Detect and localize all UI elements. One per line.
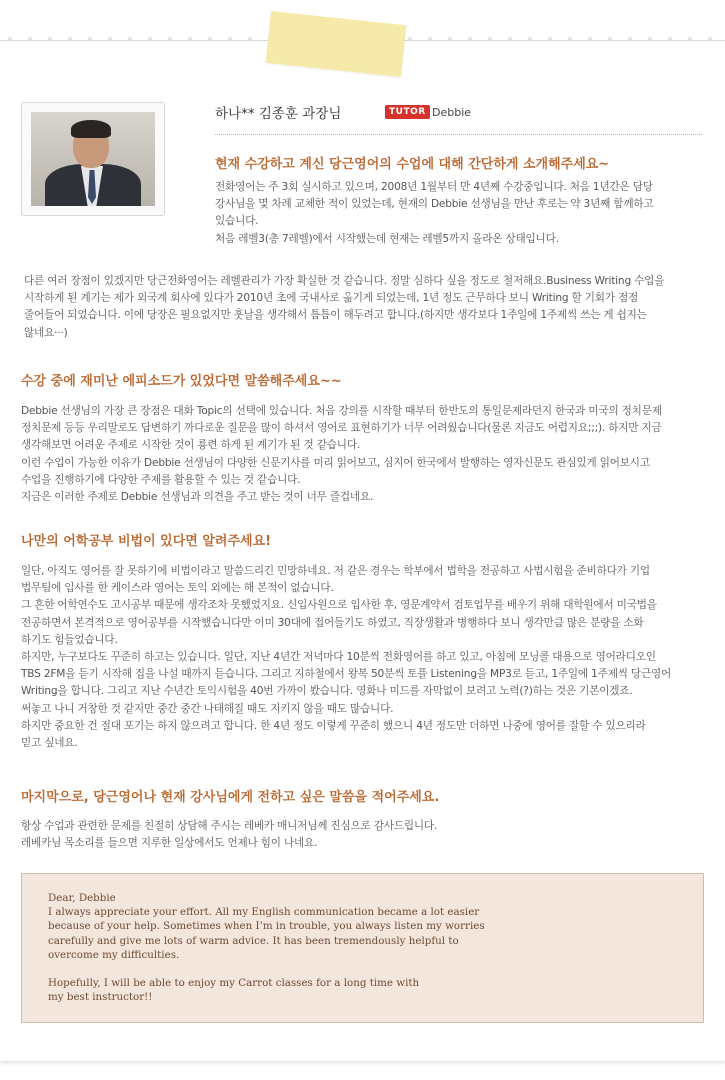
section-heading: 나만의 어학공부 비법이 있다면 알려주세요! (21, 534, 272, 549)
letter-box (21, 873, 704, 1023)
section-heading: 현재 수강하고 계신 당근영어의 수업에 대해 간단하게 소개해주세요~ (215, 157, 610, 172)
section-paragraph: 일단, 아직도 영어를 잘 못하기에 비법이라고 말씀드리긴 민망하네요. 저 같은 경우는 학부에서 법학을 전공하고 사법시험을 준비하다가 기업 법무팀에 입사를 한 케이스라 영어는 토익 외에는 해 본적이 없습니다. 그 흔한 어학연수도 고시공부 때문에 생각조차 못했었지요. 신입사원으로 입사한 후, 영문계약서 검토업무를 배우기 위해 대학원에서 미국법을 전공하면서 본격적으로 영어공부를 시작했습니다만 이미 30대에 접어들기도 하였고, 직장생활과 병행하다 보니 생각만큼 많은 분량을 소화 하기도 힘들었습니다. 하지만, 누구보다도 꾸준히 하고는 있습니다. 일단, 지난 4년간 저녁마다 10분씩 전화영어를 하고 있고, 아침에 모닝콜 대용으로 영어라디오인 TBS 2FM을 듣기 시작해 집을 나설 때까지 듣습니다. 그리고 지하철에서 왕복 50분씩 토플 Listening을 MP3로 듣고, 1주일에 1주제씩 당근영어 Writing을 합니다. 그리고 지난 수년간 토익시험을 40번 가까이 봤습니다. 영화나 미드를 자막없이 보려고 노력(?)하는 것은 기본이겠죠. 써놓고 나니 거창한 것 같지만 중간 중간 나태해질 때도 지키지 않을 때도 많습니다. 하지만 중요한 건 절대 포기는 하지 않으려고 합니다. 한 4년 정도 이렇게 꾸준히 했으니 4년 정도만 더하면 나중에 영어를 잘할 수 있으리라 믿고 싶네요. (21, 565, 672, 750)
section-paragraph: 항상 수업과 관련한 문제를 친절히 상담해 주시는 레베카 매니저님께 진심으로 감사드립니다. 레베카님 목소리를 들으면 지루한 일상에서도 언제나 힘이 나네요. (21, 820, 438, 850)
profile-photo-frame (21, 102, 165, 216)
tutor-badge: TUTOR (385, 105, 430, 119)
letter-text: Dear, Debbie I always appreciate your effort. All my English communication became a lot easier because of your help. Sometimes when I’m in trouble, you always listen my worries carefully and give me lots of warm advice. It has been tremendously helpful to overcome my difficulties. Hopefully, I will be able to enjoy my Carrot classes for a long time with my best instructor!! (48, 892, 485, 1004)
student-name: 하나** 김종훈 과장님 (215, 106, 342, 122)
section-paragraph: 다른 여러 장점이 있겠지만 당근전화영어는 레벨관리가 가장 확실한 것 같습니다. 정말 심하다 싶을 정도로 철저해요.Business Writing 수업을 시작하게 된 계기는 제가 외국계 회사에 있다가 2010년 초에 국내사로 옮기게 되었는데, 1년 정도 근무하다 보니 Writing 할 기회가 점점 줄어들어 되었습니다. 이에 당장은 필요없지만 훗날을 생각해서 틈틈이 해두려고 합니다.(하지만 생각보다 1주일에 1주제씩 쓰는 게 쉽지는 않네요···) (24, 275, 665, 339)
tutor-name: Debbie (432, 106, 472, 119)
profile-photo (31, 112, 155, 206)
section-heading: 수강 중에 재미난 에피소드가 있었다면 말씀해주세요~~ (21, 374, 342, 389)
section-paragraph: 전화영어는 주 3회 실시하고 있으며, 2008년 1월부터 만 4년째 수강중입니다. 처음 1년간은 담당 강사님을 몇 차례 교체한 적이 있었는데, 현재의 Debbie 선생님을 만난 후로는 약 3년째 함께하고 있습니다. 처음 레벨3(총 7레벨)에서 시작했는데 현재는 레벨5까지 올라온 상태입니다. (215, 181, 654, 245)
section-paragraph: Debbie 선생님의 가장 큰 장점은 대화 Topic의 선택에 있습니다. 처음 강의를 시작할 때부터 한반도의 통일문제라던지 한국과 미국의 정치문제 정치문제 등등 우리말로도 답변하기 까다로운 질문을 많이 하셔서 영어로 표현하기가 너무 어려웠습니다(물론 지금도 어렵지요;;;). 하지만 지금 생각해보면 어려운 주제로 시작한 것이 룡련 하게 된 계기가 된 것 같습니다. 이런 수업이 가능한 이유가 Debbie 선생님이 다양한 신문기사를 미리 읽어보고, 심지어 한국에서 발행하는 영자신문도 관심있게 읽어보시고 수업을 진행하기에 다양한 주제를 활용할 수 있는 것 같습니다. 지금은 이러한 주제로 Debbie 선생님과 의견을 주고 받는 것이 너무 즐겁네요. (21, 405, 662, 504)
divider (215, 134, 702, 135)
section-heading: 마지막으로, 당근영어나 현재 강사님에게 전하고 싶은 말씀을 적어주세요. (21, 790, 440, 805)
